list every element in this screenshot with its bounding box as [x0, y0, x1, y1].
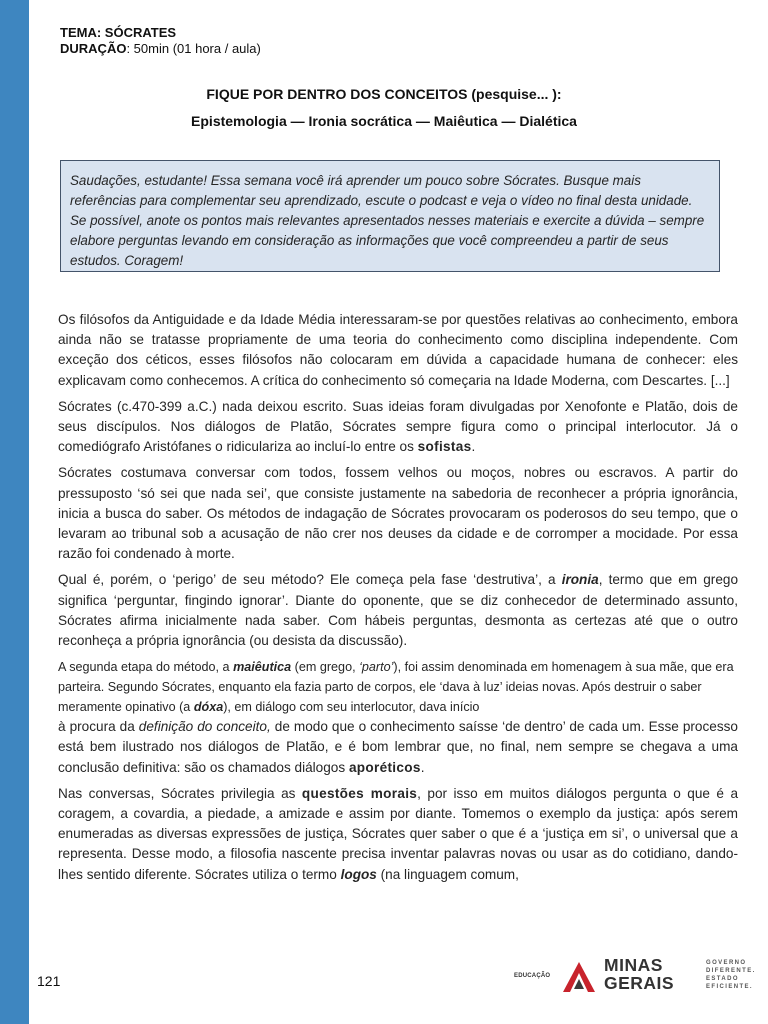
paragraph-5-text-a: A segunda etapa do método, a: [58, 660, 234, 675]
government-logo: [514, 955, 756, 999]
paragraph-6-end: .: [420, 759, 425, 775]
education-label: EDUCAÇÃO: [514, 973, 551, 979]
paragraph-7-text-c: (na linguagem comum,: [376, 866, 519, 882]
paragraph-4: [58, 570, 738, 651]
minas-gerais-triangle-icon: [562, 961, 596, 993]
gov-line-3: ESTADO: [706, 976, 739, 982]
brand-line-2: GERAIS: [604, 972, 675, 993]
paragraph-7-text-b: , por isso em muitos diálogos pergunta o que é a coragem, a covardia, a piedade, a amizade e assim por diante. Tomemos o exemplo da justiça: após serem enumeradas as diversas expressões de justiça, Sócrates quer saber o que é a ‘justiça em si’, o universal que a representa. Desse modo, a filosofia nascente precisa inventar palavras novas ou usar as do cotidiano, dando-lhes sentido diferente. Sócrates utiliza o termo: [58, 785, 739, 882]
paragraph-5: [58, 657, 738, 717]
theme-line: [60, 25, 261, 41]
lesson-header: [60, 25, 261, 57]
gov-line-1: GOVERNO: [706, 960, 747, 966]
term-parto: ‘parto’: [359, 660, 394, 675]
paragraph-5-text-b: (em grego,: [291, 660, 360, 675]
paragraph-2: [58, 397, 738, 458]
term-logos: logos: [340, 866, 377, 882]
government-tagline: [706, 959, 756, 991]
paragraph-2-end: .: [471, 439, 476, 455]
main-content: [58, 310, 738, 891]
duration-value: : 50min (01 hora / aula): [126, 41, 261, 56]
paragraph-6-text-b: de modo que o conhecimento saísse ‘de dentro’ de cada um. Esse processo está bem ilustrado nos diálogos de Platão, e é bom lembrar que, no final, nem sempre se chegava a uma conclusão definitiva: são os chamados diálogos: [58, 719, 738, 775]
paragraph-2-text: Sócrates (c.470-399 a.C.) nada deixou escrito. Suas ideias foram divulgadas por Xenofonte e Platão, dois de seus discípulos. Nos diálogos de Platão, Sócrates sempre figura como o principal interlocutor. Já o comediógrafo Aristófanes o ridiculariza ao incluí-lo entre os: [58, 398, 738, 455]
concepts-title: FIQUE POR DENTRO DOS CONCEITOS (pesquise... ):: [206, 86, 562, 102]
brand-line-1: MINAS: [604, 955, 663, 975]
left-accent-bar: [0, 0, 29, 1024]
term-doxa: dóxa: [193, 700, 224, 715]
brand-wordmark: [604, 957, 674, 992]
term-maieutica: maiêutica: [233, 660, 292, 675]
term-definicao-conceito: definição do conceito,: [138, 719, 271, 735]
paragraph-3: Sócrates costumava conversar com todos, fossem velhos ou moços, nobres ou escravos. A partir do pressuposto ‘só sei que nada sei’, que consiste justamente na sabedoria de reconhecer a própria ignorância, inicia a busca do saber. Os métodos de indagação de Sócrates provocaram os poderosos do seu tempo, que o levaram ao tribunal sob a acusação de não crer nos deuses da cidade e de corromper a mocidade. Por essa razão foi condenado à morte.: [58, 465, 738, 562]
term-ironia: ironia: [561, 572, 599, 588]
term-aporeticos: aporéticos: [348, 759, 421, 775]
gov-line-2: DIFERENTE.: [706, 968, 756, 974]
paragraph-1: Os filósofos da Antiguidade e da Idade Média interessaram-se por questões relativas ao conhecimento, embora ainda não se tratasse propriamente de uma teoria do conhecimento como disciplina independente. Com exceção dos céticos, esses filósofos não colocaram em dúvida a capacidade humana de conhecer: eles explicavam como conhecemos. A crítica do conhecimento só começaria na Idade Moderna, com Descartes. [...]: [58, 312, 738, 388]
paragraph-4-text-a: Qual é, porém, o ‘perigo’ de seu método? Ele começa pela fase ‘destrutiva’, a: [58, 572, 562, 588]
page-number: 121: [37, 973, 61, 989]
duration-label: DURAÇÃO: [60, 41, 127, 56]
paragraph-6-text-a: à procura da: [58, 719, 139, 735]
gov-line-4: EFICIENTE.: [706, 984, 754, 990]
concepts-list: Epistemologia — Ironia socrática — Maiêutica — Dialética: [191, 113, 577, 129]
intro-text: Saudações, estudante! Essa semana você irá aprender um pouco sobre Sócrates. Busque mais referências para complementar seu aprendizado, escute o podcast e veja o vídeo no final desta unidade. Se possível, anote os pontos mais relevantes apresentados nesses materiais e exercite a dúvida – sempre elabore perguntas levando em consideração as informações que você compreendeu a partir de seus estudos. Coragem!: [70, 173, 705, 268]
theme-label: TEMA:: [60, 25, 102, 40]
intro-box: [60, 160, 720, 272]
duration-line: [60, 41, 261, 57]
paragraph-6: [58, 717, 738, 778]
paragraph-7: [58, 784, 738, 885]
term-questoes-morais: questões morais: [301, 785, 418, 801]
paragraph-7-text-a: Nas conversas, Sócrates privilegia as: [58, 785, 302, 801]
paragraph-5-text-d: ), em diálogo com seu interlocutor, dava início: [223, 700, 480, 715]
theme-value: SÓCRATES: [104, 25, 177, 40]
paragraph-4-text-b: , termo que em grego significa ‘perguntar, fingindo ignorar’. Diante do oponente, que se diz conhecedor de determinado assunto, Sócrates afirma inicialmente nada saber. Com hábeis perguntas, desmonta as certezas até que o outro reconheça a própria ignorância (ou desista da discussão).: [58, 572, 739, 649]
paragraph-5-text-c: ), foi assim denominada em homenagem à sua mãe, que era parteira. Segundo Sócrates, enquanto ela fazia parto de corpos, ele ‘dava à luz’ ideias novas. Após destruir o saber meramente opinativo (a: [58, 660, 734, 715]
term-sofistas: sofistas: [417, 439, 472, 455]
